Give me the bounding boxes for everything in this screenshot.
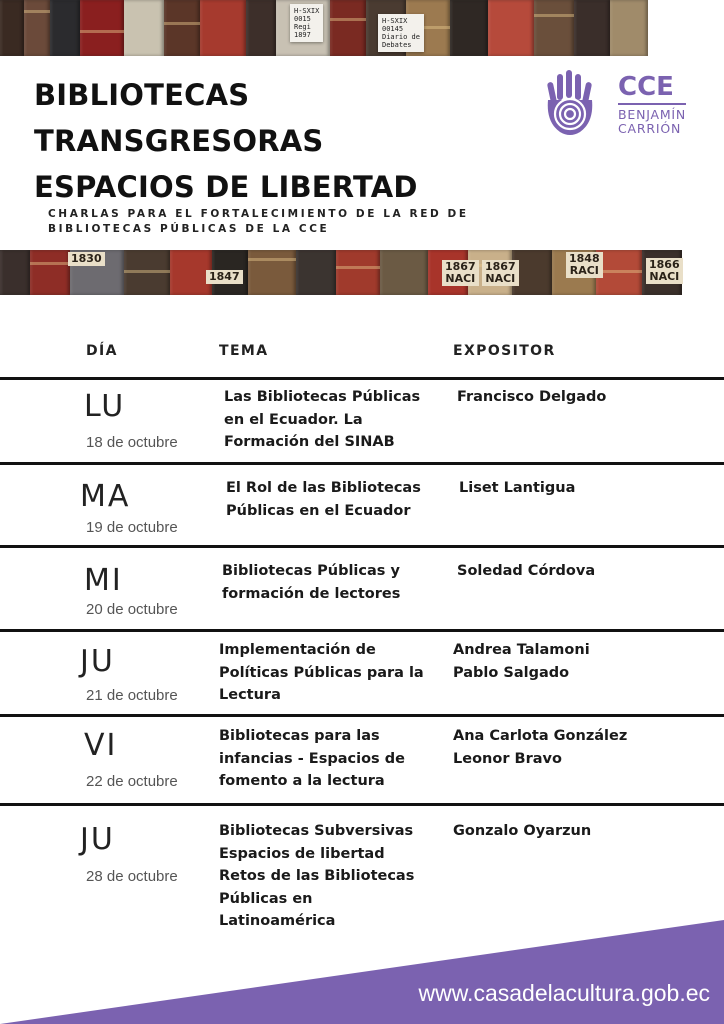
book-spine [124, 250, 170, 295]
topic-line: Implementación de [219, 642, 376, 658]
title-line: ESPACIOS DE LIBERTAD [34, 170, 418, 204]
table-divider [0, 462, 724, 465]
subtitle-line: CHARLAS PARA EL FORTALECIMIENTO DE LA RED DE [48, 208, 469, 220]
book-spine [80, 0, 124, 56]
book-spine [164, 0, 200, 56]
logo-acronym: CCE [618, 72, 674, 102]
page-subtitle [48, 207, 469, 237]
topic-line: Latinoamérica [219, 913, 336, 930]
topic-line: Públicas en el Ecuador [226, 502, 411, 519]
book-spine [596, 250, 642, 295]
book-spine [0, 250, 30, 295]
speaker-name: Liset Lantigua [459, 480, 576, 496]
table-divider [0, 377, 724, 380]
title-line: TRANSGRESORAS [34, 124, 324, 158]
speaker-name: Soledad Córdova [457, 563, 596, 579]
book-spine-label: 1866 NACI [646, 258, 683, 284]
topic-text [222, 560, 444, 605]
title-line: BIBLIOTECAS [34, 78, 250, 112]
topic-line: en el Ecuador. La [224, 411, 363, 428]
topic-line: formación de lectores [222, 585, 401, 602]
day-date: 22 de octubre [86, 773, 178, 790]
topic-line: Formación del SINAB [224, 434, 395, 451]
logo-line1: BENJAMÍN [618, 107, 687, 122]
topic-line: Las Bibliotecas Públicas [224, 389, 421, 405]
table-divider [0, 803, 724, 806]
day-abbrev: LU [84, 389, 126, 424]
book-spine-label: 1867 NACI [442, 260, 479, 286]
day-date: 20 de octubre [86, 601, 178, 618]
logo-divider [618, 103, 686, 105]
topic-text [224, 386, 446, 454]
book-spine-label: 1847 [206, 270, 243, 284]
topic-line: Espacios de libertad [219, 845, 385, 862]
book-tag: H-SXIX 00145 Diario de Debates [378, 14, 424, 52]
book-spine [574, 0, 610, 56]
day-date: 28 de octubre [86, 868, 178, 885]
topic-line: El Rol de las Bibliotecas [226, 480, 421, 496]
column-header-day: DÍA [86, 343, 118, 359]
book-spine [124, 0, 164, 56]
topic-line: Bibliotecas Subversivas [219, 823, 414, 839]
book-spine [450, 0, 488, 56]
speaker-text [457, 560, 697, 583]
book-spine [30, 250, 70, 295]
speaker-name: Andrea Talamoni [453, 642, 590, 658]
footer-purple-band [0, 920, 724, 1024]
cce-hand-logo-icon [546, 70, 594, 140]
day-date: 18 de octubre [86, 434, 178, 451]
book-spine [24, 0, 50, 56]
day-date: 21 de octubre [86, 687, 178, 704]
book-spine [488, 0, 534, 56]
speaker-name: Gonzalo Oyarzun [453, 823, 592, 839]
column-header-topic: TEMA [219, 343, 269, 359]
topic-line: Públicas en [219, 890, 313, 907]
book-spine-label: 1848 RACI [566, 252, 603, 278]
book-spine-label: 1867 NACI [482, 260, 519, 286]
topic-line: Bibliotecas para las [219, 728, 380, 744]
speaker-text [453, 820, 693, 843]
topic-text [219, 725, 441, 793]
table-divider [0, 714, 724, 717]
book-spine [246, 0, 276, 56]
book-spine [330, 0, 366, 56]
table-divider [0, 629, 724, 632]
topic-line: fomento a la lectura [219, 773, 385, 790]
top-book-banner [0, 0, 724, 56]
topic-line: Políticas Públicas para la [219, 664, 424, 681]
speaker-text [457, 386, 697, 409]
topic-text [219, 639, 441, 707]
subtitle-line: BIBLIOTECAS PÚBLICAS DE LA CCE [48, 223, 330, 235]
day-date: 19 de octubre [86, 519, 178, 536]
bottom-book-banner [0, 250, 724, 295]
day-abbrev: VI [84, 728, 118, 763]
book-spine [248, 250, 296, 295]
topic-line: Bibliotecas Públicas y [222, 563, 400, 579]
footer-website-link[interactable]: www.casadelacultura.gob.ec [418, 980, 710, 1006]
speaker-name: Francisco Delgado [457, 389, 607, 405]
page-title [34, 72, 418, 210]
book-spine [610, 0, 648, 56]
book-spine [336, 250, 380, 295]
topic-line: Lectura [219, 687, 281, 704]
speaker-text [453, 639, 693, 684]
logo-line2: CARRIÓN [618, 121, 682, 136]
topic-line: Retos de las Bibliotecas [219, 868, 415, 885]
day-abbrev: JU [80, 822, 115, 857]
book-spine-label: 1830 [68, 252, 105, 266]
speaker-name: Pablo Salgado [453, 664, 570, 681]
book-spine [0, 0, 24, 56]
topic-line: infancias - Espacios de [219, 750, 405, 767]
topic-text [219, 820, 441, 933]
speaker-name: Ana Carlota González [453, 728, 628, 744]
table-divider [0, 545, 724, 548]
book-spine [534, 0, 574, 56]
speaker-text [459, 477, 699, 500]
speaker-text [453, 725, 693, 770]
day-abbrev: MA [80, 479, 131, 514]
cce-logo-wordmark [618, 72, 698, 136]
speaker-name: Leonor Bravo [453, 750, 562, 767]
book-spine [50, 0, 80, 56]
book-spine [200, 0, 246, 56]
topic-text [226, 477, 448, 522]
column-header-speaker: EXPOSITOR [453, 343, 556, 359]
book-spine [380, 250, 428, 295]
book-spine [296, 250, 336, 295]
day-abbrev: JU [80, 644, 115, 679]
book-tag: H-SXIX 0015 Regi 1897 [290, 4, 323, 42]
day-abbrev: MI [84, 563, 123, 598]
